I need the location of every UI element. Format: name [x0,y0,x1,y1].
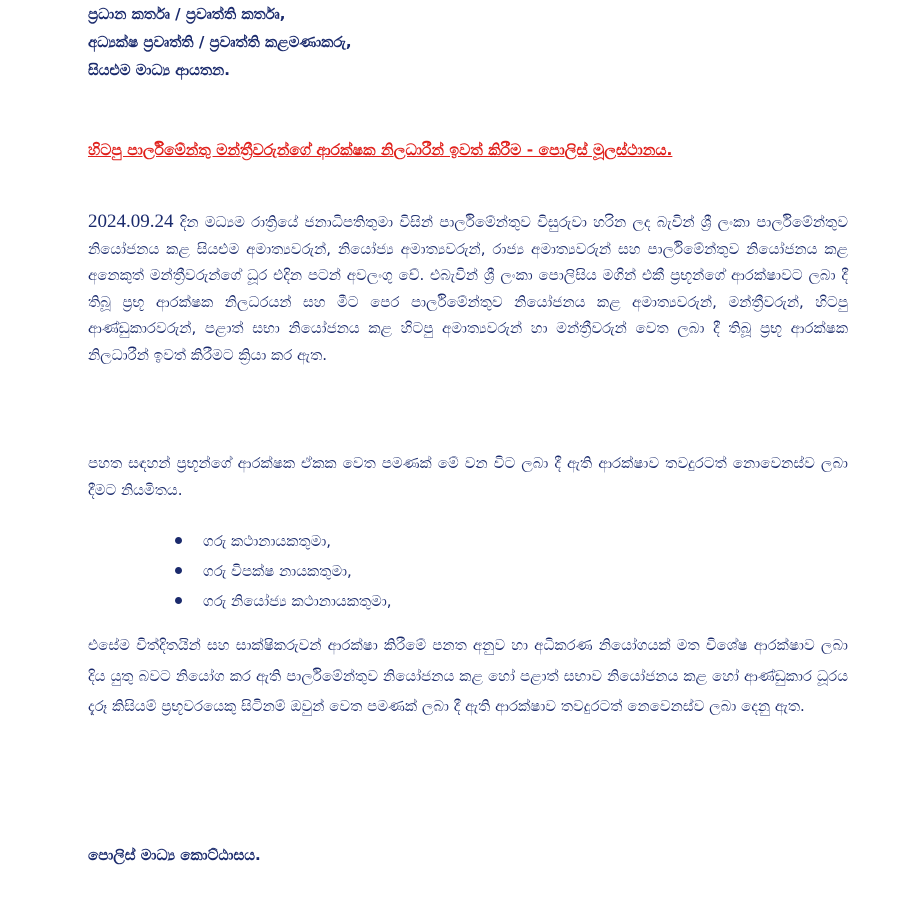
list-item-label: ගරු කථානායකතුමා, [203,532,332,550]
bullet-icon [175,537,182,544]
bullet-icon [175,597,182,604]
addressee-line-2: අධ්‍යක්ෂ ප්‍රවෘත්ති / ප්‍රවෘත්ති කළමණාකරු, [88,33,352,51]
paragraph-1-text: දින මධ්‍යම රාත්‍රියේ ජනාධිපතිතුමා විසින් පාර්ලිමේන්තුව විසුරුවා හරින ලද බැවින් ශ්‍රී ලංකා පාර්ලිමේන්තුව නියෝජනය කළ සියළුම අමාත්‍යවරුන්, නියෝජ්‍ය අමාත්‍යවරුන්, රාජ්‍ය අමාත්‍යවරුන් සහ පාර්ලිමේන්තුව නියෝජනය කළ අනෙකුත් මන්ත්‍රීවරුන්ගේ ධූර එදින පටන් අවලංගු වේ. එබැවින් ශ්‍රී ලංකා පොලිසිය මගින් එකී ප්‍රභූන්ගේ ආරක්ෂාවට ලබා දී තිබූ ප්‍රභූ ආරක්ෂක නිලධරයන් සහ මීට පෙර පාර්ලිමේන්තුව නියෝජනය කළ අමාත්‍යවරුන්, මන්ත්‍රීවරුන්, හිටපු ආණ්ඩුකාරවරුන්, පළාත් සභා නියෝජනය කළ හිටපු අමාත්‍යවරුන් හා මන්ත්‍රීවරුන් වෙත ලබා දී තිබූ ප්‍රභූ ආරක්ෂක නිලධාරීන් ඉවත් කිරීමට ක්‍රියා කර ඇත. [88,213,848,364]
protected-officials-list [175,526,392,616]
list-item [175,556,392,586]
signoff: පොලිස් මාධ්‍ය කොට්ඨාසය. [88,846,261,864]
paragraph-1 [88,209,848,368]
addressee-line-1: ප්‍රධාන කර්තෘ / ප්‍රවෘත්ති කර්තෘ, [88,5,286,23]
paragraph-1-date: 2024.09.24 [88,211,174,232]
paragraph-3: එසේම විත්දිතයින් සහ සාක්ෂිකරුවන් ආරක්ෂා කිරීමේ පනත අනුව හා අධිකරණ නියෝගයක් මත විශේෂ ආරක්ෂාව ලබා දිය යුතු බවට නියෝග කර ඇති පාර්ලිමේන්තුව නියෝජනය කළ හෝ පළාත් සභාව නියෝජනය කළ හෝ ආණ්ඩුකාර ධූරය දැරූ කිසියම් ප්‍රභූවරයෙකු සිටිනම් ඔවුන් වෙත පමණක් ලබා දී ඇති ආරක්ෂාව තවදුරටත් නෙවෙනස්ව ලබා දෙනු ඇත. [88,636,848,715]
list-item-label: ගරු විපක්ෂ නායකතුමා, [203,562,352,580]
list-item [175,526,392,556]
list-item-label: ගරු නියෝජ්‍ය කථානායකතුමා, [203,592,392,610]
addressee-block [88,0,352,84]
paragraph-2: පහත සඳහන් ප්‍රභූන්ගේ ආරක්ෂක ඒකක වෙත පමණක් මේ වන විට ලබා දී ඇති ආරක්ෂාව තවදුරටත් නොවෙනස්ව ලබා දීමට නියමිතය. [88,454,848,499]
bullet-icon [175,567,182,574]
subject-heading: හිටපු පාර්ලිමේන්තු මන්ත්‍රීවරුන්ගේ ආරක්ෂක නිලධාරීන් ඉවත් කිරීම - පොලිස් මූලස්ථානය. [88,141,673,159]
list-item [175,586,392,616]
addressee-line-3: සියළුම මාධ්‍ය ආයතන. [88,61,230,79]
